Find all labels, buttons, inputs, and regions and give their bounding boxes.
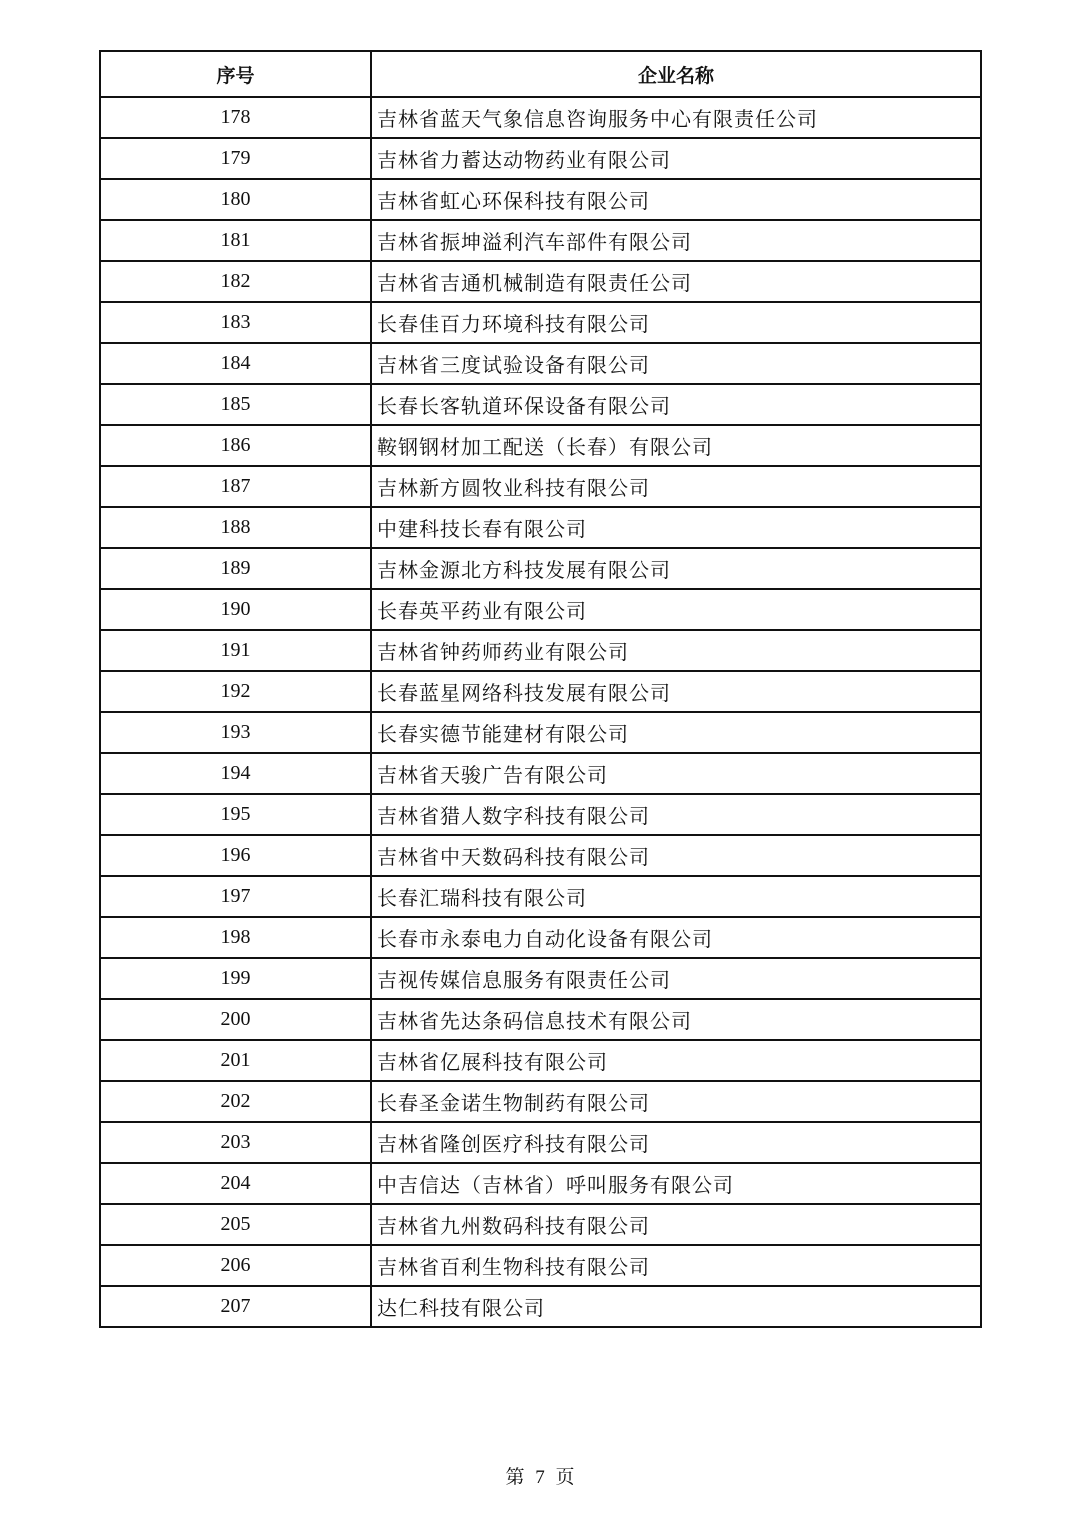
company-name-cell: 吉林金源北方科技发展有限公司: [371, 548, 981, 589]
serial-number-cell: 188: [100, 507, 371, 548]
table-row: [100, 220, 981, 261]
serial-number-cell: 180: [100, 179, 371, 220]
company-name-cell: 吉林省九州数码科技有限公司: [371, 1204, 981, 1245]
company-name-cell: 吉视传媒信息服务有限责任公司: [371, 958, 981, 999]
company-name-cell: 鞍钢钢材加工配送（长春）有限公司: [371, 425, 981, 466]
table-row: [100, 753, 981, 794]
serial-number-cell: 184: [100, 343, 371, 384]
table-row: [100, 712, 981, 753]
table-row: [100, 589, 981, 630]
company-name-cell: 中建科技长春有限公司: [371, 507, 981, 548]
company-name-cell: 长春英平药业有限公司: [371, 589, 981, 630]
serial-number-cell: 207: [100, 1286, 371, 1327]
table-header-row: [100, 51, 981, 97]
serial-number-cell: 205: [100, 1204, 371, 1245]
table-row: [100, 1286, 981, 1327]
table-row: [100, 1163, 981, 1204]
serial-number-cell: 187: [100, 466, 371, 507]
table-row: [100, 917, 981, 958]
company-name-cell: 长春佳百力环境科技有限公司: [371, 302, 981, 343]
table-row: [100, 179, 981, 220]
serial-number-cell: 196: [100, 835, 371, 876]
company-name-cell: 达仁科技有限公司: [371, 1286, 981, 1327]
company-name-cell: 吉林省虹心环保科技有限公司: [371, 179, 981, 220]
header-company-name: 企业名称: [371, 51, 981, 97]
table-row: [100, 1204, 981, 1245]
serial-number-cell: 178: [100, 97, 371, 138]
company-table: [99, 50, 982, 1328]
table-row: [100, 343, 981, 384]
table-row: [100, 671, 981, 712]
company-name-cell: 吉林省力蓄达动物药业有限公司: [371, 138, 981, 179]
table-row: [100, 384, 981, 425]
company-name-cell: 吉林新方圆牧业科技有限公司: [371, 466, 981, 507]
company-name-cell: 吉林省中天数码科技有限公司: [371, 835, 981, 876]
serial-number-cell: 181: [100, 220, 371, 261]
company-name-cell: 中吉信达（吉林省）呼叫服务有限公司: [371, 1163, 981, 1204]
serial-number-cell: 193: [100, 712, 371, 753]
serial-number-cell: 206: [100, 1245, 371, 1286]
table-row: [100, 630, 981, 671]
table-row: [100, 794, 981, 835]
table-row: [100, 466, 981, 507]
serial-number-cell: 201: [100, 1040, 371, 1081]
table-body: [100, 97, 981, 1327]
company-name-cell: 吉林省吉通机械制造有限责任公司: [371, 261, 981, 302]
company-name-cell: 长春市永泰电力自动化设备有限公司: [371, 917, 981, 958]
serial-number-cell: 182: [100, 261, 371, 302]
serial-number-cell: 185: [100, 384, 371, 425]
company-name-cell: 长春长客轨道环保设备有限公司: [371, 384, 981, 425]
table-row: [100, 507, 981, 548]
serial-number-cell: 183: [100, 302, 371, 343]
table-row: [100, 1040, 981, 1081]
table-row: [100, 876, 981, 917]
serial-number-cell: 200: [100, 999, 371, 1040]
table-row: [100, 425, 981, 466]
serial-number-cell: 189: [100, 548, 371, 589]
company-name-cell: 吉林省钟药师药业有限公司: [371, 630, 981, 671]
serial-number-cell: 204: [100, 1163, 371, 1204]
serial-number-cell: 194: [100, 753, 371, 794]
table-row: [100, 261, 981, 302]
serial-number-cell: 198: [100, 917, 371, 958]
serial-number-cell: 191: [100, 630, 371, 671]
serial-number-cell: 195: [100, 794, 371, 835]
company-name-cell: 吉林省先达条码信息技术有限公司: [371, 999, 981, 1040]
table-row: [100, 302, 981, 343]
serial-number-cell: 186: [100, 425, 371, 466]
serial-number-cell: 192: [100, 671, 371, 712]
company-name-cell: 长春汇瑞科技有限公司: [371, 876, 981, 917]
company-name-cell: 吉林省天骏广告有限公司: [371, 753, 981, 794]
header-serial-number: 序号: [100, 51, 371, 97]
company-name-cell: 吉林省隆创医疗科技有限公司: [371, 1122, 981, 1163]
table-row: [100, 548, 981, 589]
table-row: [100, 1122, 981, 1163]
company-name-cell: 吉林省振坤溢利汽车部件有限公司: [371, 220, 981, 261]
table-row: [100, 1245, 981, 1286]
table-row: [100, 958, 981, 999]
serial-number-cell: 179: [100, 138, 371, 179]
serial-number-cell: 203: [100, 1122, 371, 1163]
table-row: [100, 1081, 981, 1122]
table-row: [100, 138, 981, 179]
company-name-cell: 吉林省三度试验设备有限公司: [371, 343, 981, 384]
serial-number-cell: 190: [100, 589, 371, 630]
company-name-cell: 吉林省百利生物科技有限公司: [371, 1245, 981, 1286]
company-name-cell: 长春圣金诺生物制药有限公司: [371, 1081, 981, 1122]
company-name-cell: 吉林省猎人数字科技有限公司: [371, 794, 981, 835]
company-name-cell: 长春实德节能建材有限公司: [371, 712, 981, 753]
page-number: 第 7 页: [505, 1467, 575, 1488]
table-row: [100, 999, 981, 1040]
table-row: [100, 835, 981, 876]
company-name-cell: 吉林省蓝天气象信息咨询服务中心有限责任公司: [371, 97, 981, 138]
company-name-cell: 长春蓝星网络科技发展有限公司: [371, 671, 981, 712]
serial-number-cell: 202: [100, 1081, 371, 1122]
table-row: [100, 97, 981, 138]
serial-number-cell: 197: [100, 876, 371, 917]
serial-number-cell: 199: [100, 958, 371, 999]
company-name-cell: 吉林省亿展科技有限公司: [371, 1040, 981, 1081]
